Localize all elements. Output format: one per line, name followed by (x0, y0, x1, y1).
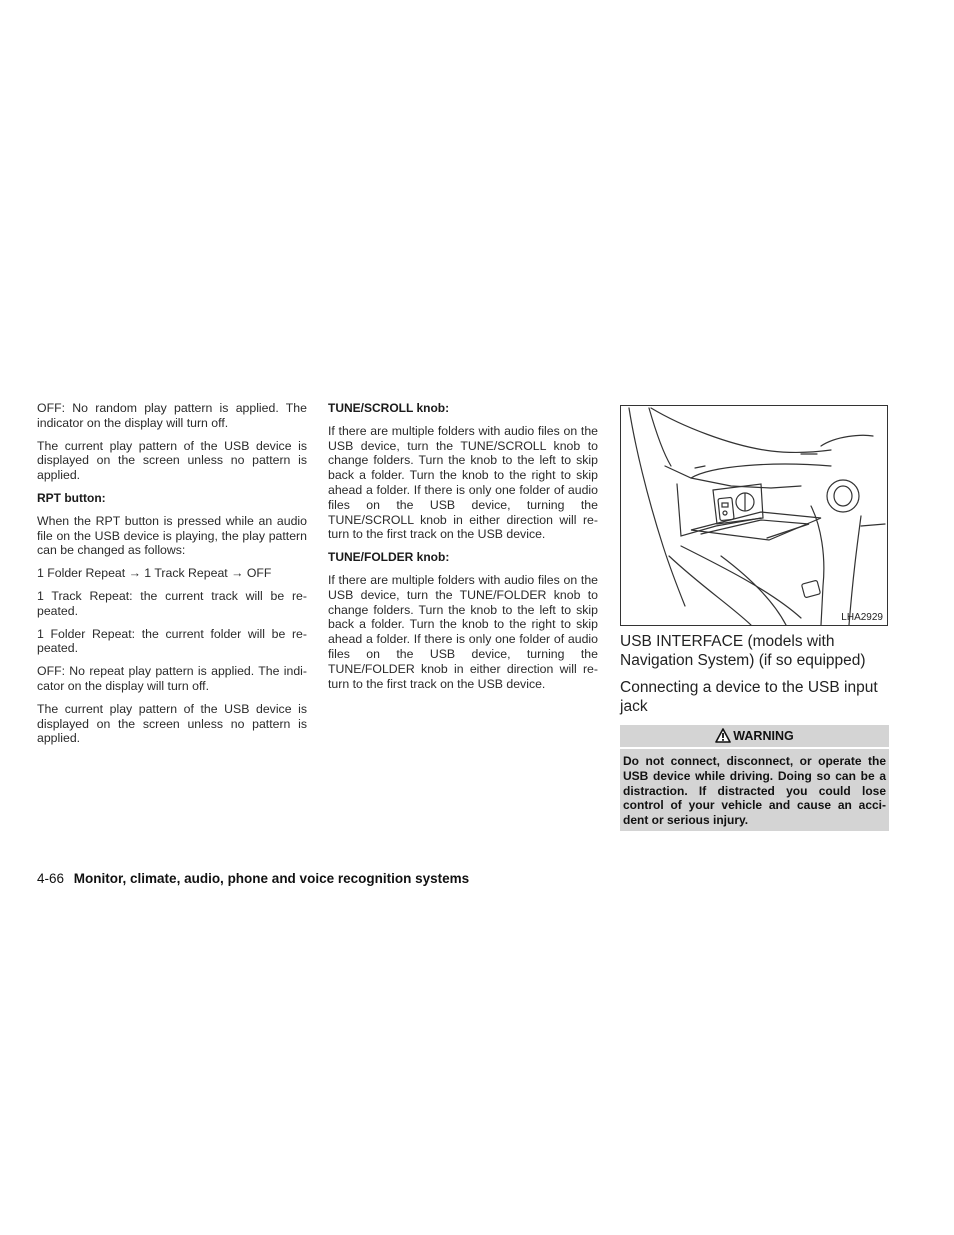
rpt-button-heading: RPT button: (37, 490, 106, 505)
warning-heading: WARNING (733, 729, 794, 743)
paragraph: 1 Folder Repeat: the current folder will be re-peated. (37, 626, 307, 656)
page-number: 4-66 (37, 871, 65, 886)
paragraph: 1 Track Repeat: the current track will be re-peated. (37, 588, 307, 618)
warning-box (620, 725, 889, 831)
section-subtitle: Connecting a device to the USB input jack (620, 679, 878, 715)
paragraph: If there are multiple folders with audio files on the USB device, turn the TUNE/FOLDER knob to change folders. Turn the knob to the left to skip back a folder. Turn the knob to the right to skip ahead a folder. If there is only one folder of audio files on the USB device, turning the TUNE/FOLDER knob in either direction will re-turn to the first track on the USB device. (328, 572, 598, 691)
page-footer (37, 871, 469, 886)
tune-folder-heading: TUNE/FOLDER knob: (328, 550, 450, 565)
warning-triangle-icon (715, 728, 731, 743)
warning-header (620, 725, 889, 749)
paragraph: When the RPT button is pressed while an audio file on the USB device is playing, the play pattern can be changed as follows: (37, 513, 307, 558)
console-line-drawing (621, 406, 887, 625)
chapter-title: Monitor, climate, audio, phone and voice recognition systems (73, 871, 470, 886)
figure-label: LHA2929 (841, 612, 883, 623)
paragraph: The current play pattern of the USB device is displayed on the screen unless no pattern is applied. (37, 701, 307, 746)
paragraph: The current play pattern of the USB device is displayed on the screen unless no pattern is applied. (37, 438, 307, 483)
usb-jack-illustration (620, 405, 888, 626)
section-title: USB INTERFACE (models with Navigation System) (if so equipped) (620, 633, 866, 669)
paragraph: OFF: No repeat play pattern is applied. The indi-cator on the display will turn off. (37, 664, 307, 693)
warning-text: Do not connect, disconnect, or operate the USB device while driving. Doing so can be a distraction. If distracted you could lose control of your vehicle and cause an acci-dent or serious injury. (623, 754, 886, 828)
middle-column (328, 401, 598, 699)
repeat-sequence: 1 Folder Repeat → 1 Track Repeat → OFF (37, 566, 272, 581)
tune-scroll-heading: TUNE/SCROLL knob: (328, 401, 450, 415)
paragraph: If there are multiple folders with audio files on the USB device, turn the TUNE/SCROLL knob to change folders. Turn the knob to the left to skip back a folder. Turn the knob to the right to skip ahead a folder. If there is only one folder of audio files on the USB device, turning the TUNE/SCROLL knob in either direction will re-turn to the first track on the USB device. (328, 423, 598, 542)
left-column (37, 401, 307, 754)
paragraph: OFF: No random play pattern is applied. The indicator on the display will turn off. (37, 401, 307, 430)
